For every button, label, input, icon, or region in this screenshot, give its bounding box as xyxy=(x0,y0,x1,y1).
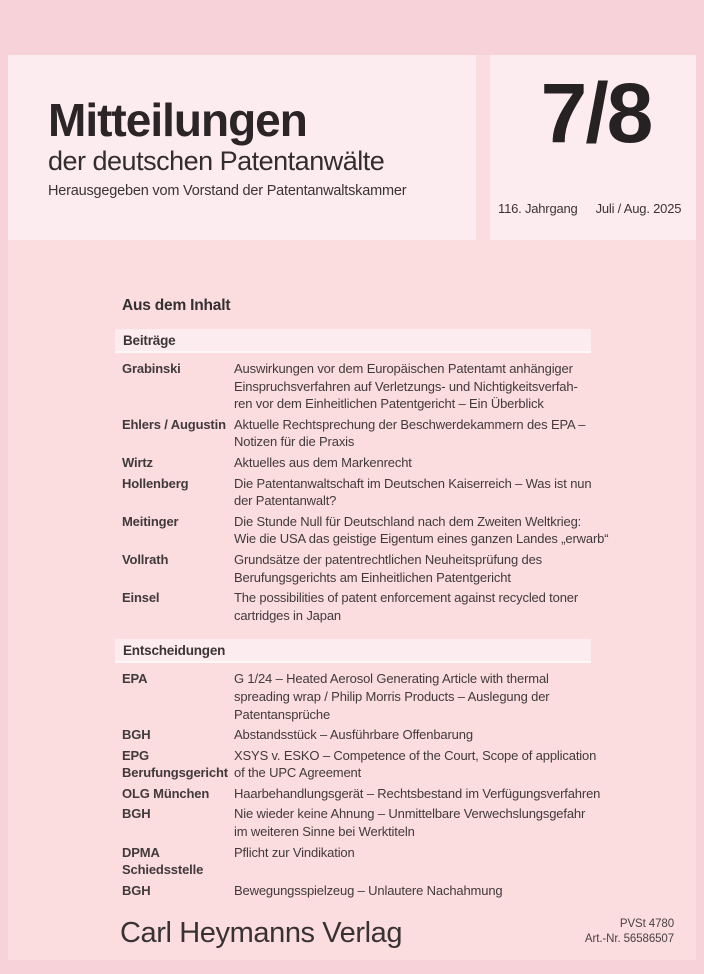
toc-entry-author: Meitinger xyxy=(122,513,179,529)
toc-entry xyxy=(122,726,620,744)
cover-page xyxy=(8,55,696,960)
print-info xyxy=(585,917,674,947)
toc-entry xyxy=(122,475,620,510)
toc-entry-author: Vollrath xyxy=(122,551,169,567)
section-entries-beitraege xyxy=(115,353,620,639)
toc-entry xyxy=(122,589,620,624)
volume-label: 116. Jahrgang xyxy=(498,201,578,216)
toc-entry xyxy=(122,844,620,879)
section-header-entscheidungen: Entscheidungen xyxy=(115,639,591,663)
issue-number: 7/8 xyxy=(540,66,652,160)
toc-entry-author: Ehlers / Augustin xyxy=(122,416,226,432)
journal-title: Mitteilungen xyxy=(48,94,307,146)
toc-entry-title: G 1/24 – Heated Aerosol Generating Article with thermal spreading wrap / Philip Morris Products – Auslegung der Patentansprüche xyxy=(234,671,550,722)
toc-entry-title: Haarbehandlungsgerät – Rechtsbestand im Verfügungsverfahren xyxy=(234,785,601,801)
toc-entry-title: Abstandsstück – Ausführbare Offenbarung xyxy=(234,727,473,743)
toc-entry xyxy=(122,882,620,900)
toc-entry-author: EPG Berufungsgericht xyxy=(122,747,228,781)
publisher-name: Carl Heymanns Verlag xyxy=(120,917,403,949)
publisher-line: Herausgegeben vom Vorstand der Patentanwaltskammer xyxy=(48,183,407,200)
section-entries-entscheidungen xyxy=(115,663,620,914)
toc-entry xyxy=(122,805,620,840)
toc-entry-title: Aktuelle Rechtsprechung der Beschwerdekammern des EPA – Notizen für die Praxis xyxy=(234,416,586,450)
toc-entry-title: Die Stunde Null für Deutschland nach dem Zweiten Weltkrieg: Wie die USA das geistige Eigentum eines ganzen Landes „erwarb“ xyxy=(234,513,609,547)
issue-meta xyxy=(498,201,681,216)
toc-entry-title: Auswirkungen vor dem Europäischen Patentamt anhängiger Einspruchsverfahren auf Verletzungs- und Nichtigkeitsverfah- ren vor dem Einheitlichen Patentgericht – Ein Überblick xyxy=(234,361,578,412)
article-number: Art.-Nr. 56586507 xyxy=(584,933,674,945)
toc-entry-author: Hollenberg xyxy=(122,475,189,491)
issue-panel xyxy=(490,55,696,240)
toc-entry-title: Bewegungsspielzeug – Unlautere Nachahmung xyxy=(234,882,503,898)
masthead-panel xyxy=(8,55,476,240)
toc-entry xyxy=(122,454,620,472)
toc-entry-author: BGH xyxy=(122,727,151,743)
section-header-beitraege: Beiträge xyxy=(115,329,591,353)
toc-entry-title: Aktuelles aus dem Markenrecht xyxy=(234,454,412,470)
contents-heading: Aus dem Inhalt xyxy=(122,297,231,314)
toc-entry xyxy=(122,416,620,451)
toc-entry-author: EPA xyxy=(122,671,148,687)
toc-entry xyxy=(122,551,620,586)
toc-entry-title: XSYS v. ESKO – Competence of the Court, Scope of application of the UPC Agreement xyxy=(234,747,597,781)
toc-entry-title: Grundsätze der patentrechtlichen Neuheitsprüfung des Berufungsgerichts am Einheitlichen Patentgericht xyxy=(234,551,543,585)
toc-entry-title: Nie wieder keine Ahnung – Unmittelbare Verwechslungsgefahr im weiteren Sinne bei Werktiteln xyxy=(234,806,586,840)
toc-entry xyxy=(122,670,620,723)
toc-entry-title: Die Patentanwaltschaft im Deutschen Kaiserreich – Was ist nun der Patentanwalt? xyxy=(234,475,592,509)
toc-entry-author: DPMA Schiedsstelle xyxy=(122,844,204,878)
toc-entry xyxy=(122,513,620,548)
toc-entry-author: Grabinski xyxy=(122,361,181,376)
toc-entry-author: BGH xyxy=(122,806,151,822)
toc-entry-author: OLG München xyxy=(122,785,210,801)
toc-entry xyxy=(122,747,620,782)
issue-date: Juli / Aug. 2025 xyxy=(595,201,682,216)
toc-entry-author: BGH xyxy=(122,882,151,898)
toc-entry xyxy=(122,785,620,803)
toc-entry-author: Wirtz xyxy=(122,454,153,470)
toc-entry-author: Einsel xyxy=(122,590,160,606)
toc-entry-title: The possibilities of patent enforcement against recycled toner cartridges in Japan xyxy=(234,590,579,623)
table-of-contents xyxy=(115,329,620,914)
postal-code: PVSt 4780 xyxy=(619,918,674,930)
journal-subtitle: der deutschen Patentanwälte xyxy=(48,146,385,176)
toc-entry xyxy=(122,360,620,413)
toc-entry-title: Pflicht zur Vindikation xyxy=(234,844,355,860)
